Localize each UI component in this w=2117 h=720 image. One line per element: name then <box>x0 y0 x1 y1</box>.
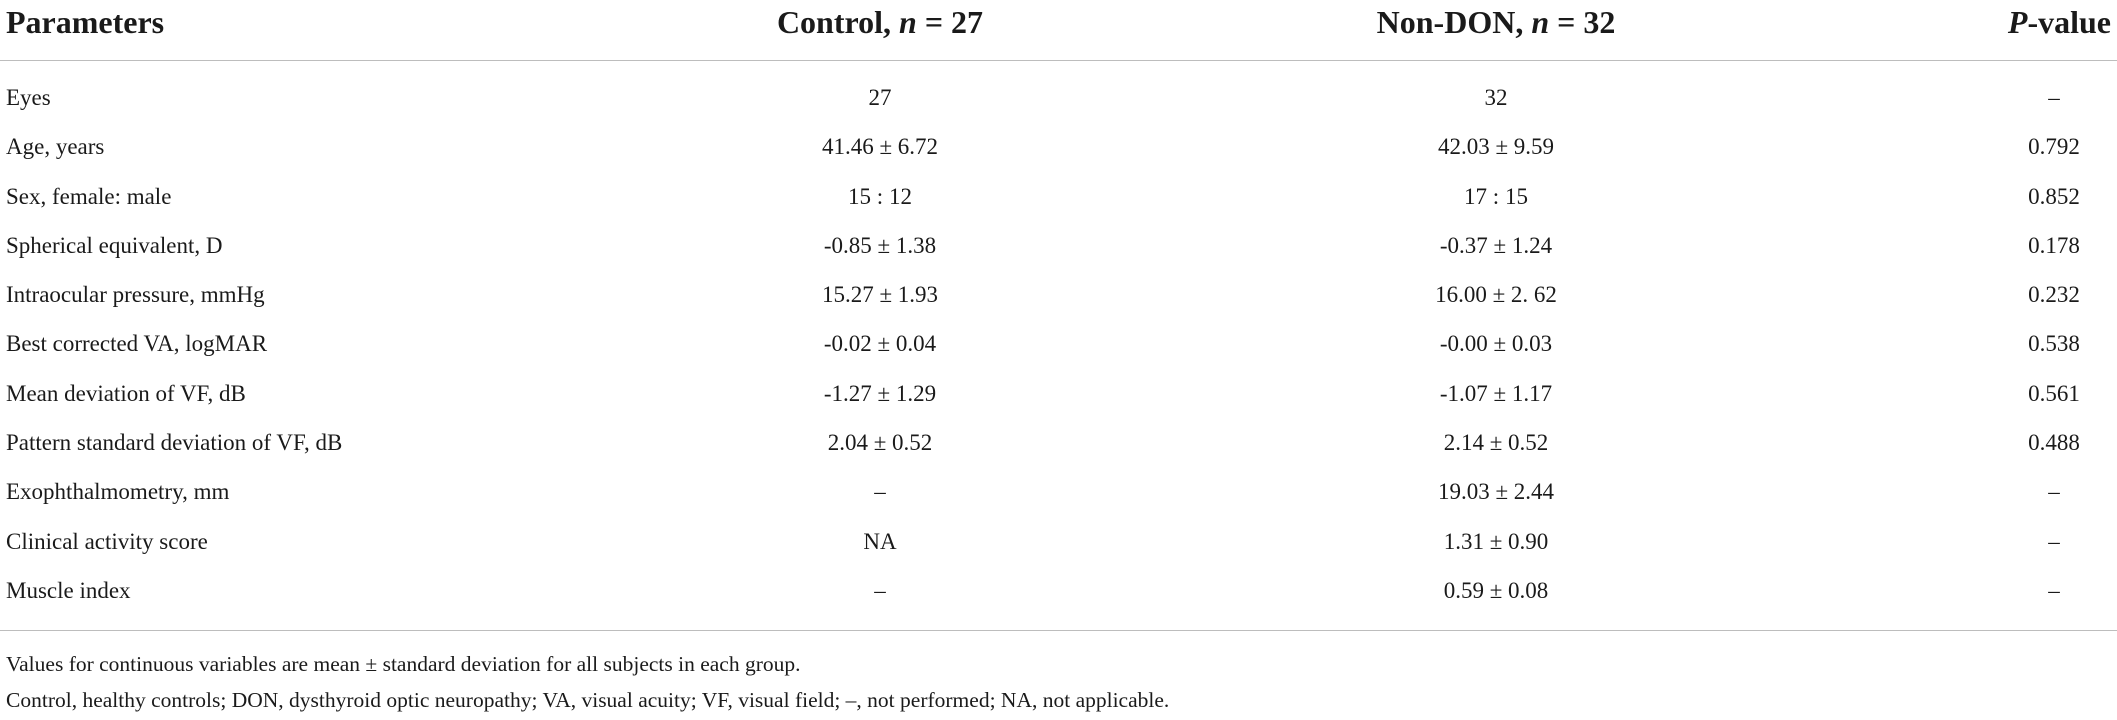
cell-nondon-text: 2.14 ± 0.52 <box>1443 430 1549 456</box>
cell-p-value <box>2028 182 2106 212</box>
cell-p-value-text: – <box>2048 85 2060 110</box>
header-nondon-label: Non-DON, <box>1376 4 1532 40</box>
cell-p-value-text: – <box>2048 577 2060 603</box>
cell-parameter <box>6 379 246 409</box>
cell-parameter-text: Mean deviation of VF, dB <box>6 380 246 406</box>
cell-p-value-text: – <box>2048 479 2060 505</box>
cell-nondon-text: -0.37 ± 1.24 <box>1439 232 1553 258</box>
cell-nondon-text: 32 <box>1484 85 1508 110</box>
cell-control-text: -1.27 ± 1.29 <box>823 380 937 406</box>
cell-nondon-text: 16.00 ± 2. 62 <box>1435 282 1557 308</box>
cell-p-value-text: 0.488 <box>2028 430 2080 456</box>
header-p-rest: -value <box>2027 4 2111 40</box>
table-row <box>0 473 2117 522</box>
table-row <box>0 128 2117 177</box>
cell-control <box>821 280 996 310</box>
cell-nondon-text: 1.31 ± 0.90 <box>1443 528 1549 554</box>
cell-parameter-text: Clinical activity score <box>6 528 208 554</box>
table-header <box>0 0 2117 61</box>
cell-parameter-text: Pattern standard deviation of VF, dB <box>6 430 343 456</box>
cell-control-text: – <box>874 479 886 505</box>
cell-p-value <box>2028 280 2106 310</box>
cell-nondon-text: 17 : 15 <box>1464 183 1528 209</box>
table-row <box>0 79 2117 128</box>
cell-parameter <box>6 329 267 359</box>
bottom-rule <box>0 630 2117 631</box>
cell-nondon <box>1437 132 1612 162</box>
header-p-italic: P <box>2007 4 2028 40</box>
cell-control <box>863 527 913 557</box>
cell-parameter <box>6 280 265 310</box>
cell-p-value <box>2048 83 2066 113</box>
cell-control <box>821 132 996 162</box>
cell-control <box>874 576 892 606</box>
cell-p-value-text: 0.792 <box>2028 134 2080 160</box>
table-row <box>0 325 2117 374</box>
cell-nondon-text: -1.07 ± 1.17 <box>1439 380 1553 406</box>
cell-control <box>823 379 992 409</box>
header-parameters <box>6 2 164 42</box>
cell-p-value-text: 0.561 <box>2028 380 2080 406</box>
cell-p-value <box>2028 132 2106 162</box>
cell-control-text: 27 <box>868 85 892 110</box>
cell-parameter <box>6 231 223 261</box>
cell-parameter-text: Intraocular pressure, mmHg <box>6 282 265 308</box>
cell-p-value <box>2028 329 2106 359</box>
cell-nondon <box>1464 182 1560 212</box>
cell-parameter-text: Spherical equivalent, D <box>6 232 223 258</box>
cell-p-value-text: 0.232 <box>2028 282 2080 308</box>
table-row <box>0 276 2117 325</box>
cell-control <box>874 477 892 507</box>
cell-nondon <box>1443 527 1601 557</box>
cell-parameter <box>6 182 171 212</box>
cell-control-text: -0.85 ± 1.38 <box>823 232 937 258</box>
table-row <box>0 178 2117 227</box>
table-row <box>0 523 2117 572</box>
header-control-n: n <box>899 4 917 40</box>
table-row <box>0 424 2117 473</box>
header-control-count: = 27 <box>916 4 984 40</box>
cell-p-value-text: – <box>2048 528 2060 554</box>
cell-parameter <box>6 83 51 113</box>
cell-control <box>848 182 944 212</box>
cell-parameter <box>6 527 208 557</box>
table-row <box>0 375 2117 424</box>
cell-nondon-text: 42.03 ± 9.59 <box>1437 134 1555 160</box>
cell-control-text: 15 : 12 <box>848 183 912 209</box>
header-nondon-count: = 32 <box>1549 4 1616 40</box>
cell-control-text: -0.02 ± 0.04 <box>823 331 937 357</box>
cell-p-value <box>2028 231 2106 261</box>
cell-control <box>823 231 992 261</box>
table-row <box>0 572 2117 621</box>
cell-nondon <box>1435 280 1618 310</box>
cell-control-text: – <box>874 577 886 603</box>
cell-parameter-text: Age, years <box>6 134 105 160</box>
cell-p-value <box>2048 527 2066 557</box>
cell-control-text: NA <box>863 528 897 554</box>
cell-control-text: 2.04 ± 0.52 <box>827 430 933 456</box>
cell-p-value <box>2028 379 2106 409</box>
cell-parameter-text: Muscle index <box>6 577 131 603</box>
cell-nondon-text: 0.59 ± 0.08 <box>1443 577 1549 603</box>
cell-parameter <box>6 132 104 162</box>
cell-nondon <box>1439 329 1608 359</box>
header-parameters-label: Parameters <box>6 4 165 40</box>
table-row <box>0 227 2117 276</box>
cell-p-value-text: 0.852 <box>2028 183 2080 209</box>
cell-parameter <box>6 428 342 458</box>
cell-parameter-text: Best corrected VA, logMAR <box>6 331 268 357</box>
cell-nondon-text: 19.03 ± 2.44 <box>1437 479 1555 505</box>
cell-nondon-text: -0.00 ± 0.03 <box>1439 331 1553 357</box>
header-p-value <box>2008 2 2111 42</box>
cell-p-value-text: 0.178 <box>2028 232 2080 258</box>
cell-control <box>868 83 903 113</box>
cell-nondon <box>1443 428 1601 458</box>
footnote-line-2: Control, healthy controls; DON, dysthyroid optic neuropathy; VA, visual acuity; VF, visual field; –, not performed; NA, not applicable. <box>6 688 1170 712</box>
footnote-line-1: Values for continuous variables are mean ± standard deviation for all subjects in each group. <box>6 652 801 676</box>
cell-nondon <box>1443 576 1601 606</box>
cell-p-value <box>2048 576 2066 606</box>
cell-parameter-text: Exophthalmometry, mm <box>6 479 230 505</box>
cell-nondon <box>1439 231 1608 261</box>
cell-parameter-text: Sex, female: male <box>6 183 172 209</box>
cell-p-value <box>2028 428 2106 458</box>
cell-parameter <box>6 477 229 507</box>
cell-parameter-text: Eyes <box>6 85 51 110</box>
cell-p-value <box>2048 477 2066 507</box>
cell-nondon <box>1437 477 1612 507</box>
cell-control-text: 41.46 ± 6.72 <box>821 134 939 160</box>
footnotes <box>6 646 1169 718</box>
cell-parameter <box>6 576 131 606</box>
header-control-label: Control, <box>776 4 900 40</box>
cell-nondon <box>1484 83 1519 113</box>
cell-nondon <box>1439 379 1608 409</box>
cell-control-text: 15.27 ± 1.93 <box>821 282 939 308</box>
cell-control <box>827 428 985 458</box>
header-nondon-n: n <box>1531 4 1550 40</box>
table-body <box>0 61 2117 621</box>
cell-control <box>823 329 992 359</box>
cell-p-value-text: 0.538 <box>2028 331 2080 357</box>
